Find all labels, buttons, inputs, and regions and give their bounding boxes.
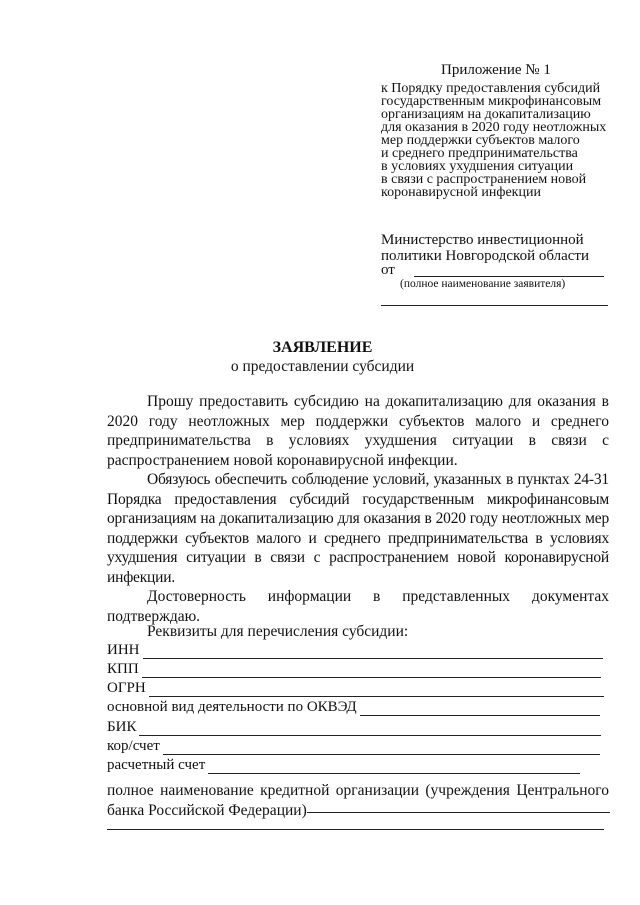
- paragraph-confirmation: Достоверность информации в представленных документах подтверждаю.: [107, 588, 609, 625]
- kpp-input-line[interactable]: [142, 663, 601, 678]
- settlement-account-label: расчетный счет: [107, 757, 206, 773]
- bank-name-input-line[interactable]: [307, 812, 610, 813]
- kpp-label: КПП: [107, 661, 139, 677]
- ogrn-field[interactable]: [107, 679, 604, 697]
- document-title: ЗАЯВЛЕНИЕ: [272, 339, 373, 356]
- bik-field[interactable]: [107, 718, 601, 736]
- appendix-line: государственным микрофинансовым: [381, 94, 602, 109]
- appendix-line: и среднего предпринимательства: [381, 146, 578, 161]
- paragraph-request: Прошу предоставить субсидию на докапитализацию для оказания в 2020 году неотложных мер поддержки субъектов малого и среднего предпринимательства в условиях ухудшения ситуации в связи с распространением новой коронавирусной инфекции.: [107, 393, 609, 469]
- appendix-line: к Порядку предоставления субсидий: [381, 81, 601, 96]
- corr-account-field[interactable]: [107, 737, 600, 755]
- applicant-name-field-continued[interactable]: [381, 305, 608, 306]
- bank-name-label: полное наименование кредитной организации (учреждения Центрального банка Российской Федерации): [107, 782, 609, 819]
- from-label: от: [381, 262, 395, 278]
- kpp-field[interactable]: [107, 660, 601, 678]
- appendix-line: для оказания в 2020 году неотложных: [381, 120, 607, 135]
- addressee-line: политики Новгородской области: [381, 248, 589, 264]
- requisites-title: Реквизиты для перечисления субсидии:: [147, 623, 409, 640]
- applicant-name-hint: (полное наименование заявителя): [400, 278, 566, 290]
- corr-account-input-line[interactable]: [163, 740, 600, 755]
- appendix-number: Приложение № 1: [441, 62, 551, 78]
- bank-name-input-line-continued[interactable]: [107, 829, 604, 830]
- paragraph-obligation: Обязуюсь обеспечить соблюдение условий, указанных в пунктах 24-31 Порядка предоставления субсидий государственным микрофинансовым организациям на докапитализацию для оказания в 2020 году неотложных мер поддержки субъектов малого и среднего предпринимательства в условиях ухудшения ситуации в связи с распространением новой коронавирусной инфекции.: [107, 471, 609, 586]
- ogrn-input-line[interactable]: [149, 682, 604, 697]
- bik-input-line[interactable]: [139, 721, 601, 736]
- inn-input-line[interactable]: [143, 644, 603, 659]
- settlement-account-field[interactable]: [107, 756, 580, 774]
- appendix-line: коронавирусной инфекции: [381, 185, 541, 200]
- appendix-line: в условиях ухудшения ситуации: [381, 159, 574, 174]
- corr-account-label: кор/счет: [107, 738, 160, 754]
- inn-field[interactable]: [107, 641, 603, 659]
- document-subtitle: о предоставлении субсидии: [230, 358, 415, 375]
- okved-field[interactable]: [107, 698, 600, 716]
- addressee-line: Министерство инвестиционной: [381, 232, 584, 248]
- appendix-line: мер поддержки субъектов малого: [381, 133, 580, 148]
- appendix-line: в связи с распространением новой: [381, 172, 587, 187]
- appendix-reference: [381, 82, 626, 199]
- document-body: [107, 392, 609, 626]
- okved-input-line[interactable]: [360, 701, 600, 716]
- settlement-account-input-line[interactable]: [208, 759, 580, 774]
- inn-label: ИНН: [107, 642, 140, 658]
- okved-label: основной вид деятельности по ОКВЭД: [107, 699, 357, 715]
- ogrn-label: ОГРН: [107, 680, 146, 696]
- bik-label: БИК: [107, 719, 137, 735]
- applicant-name-field[interactable]: [414, 276, 604, 277]
- appendix-line: организациям на докапитализацию: [381, 107, 591, 122]
- addressee: [381, 232, 589, 264]
